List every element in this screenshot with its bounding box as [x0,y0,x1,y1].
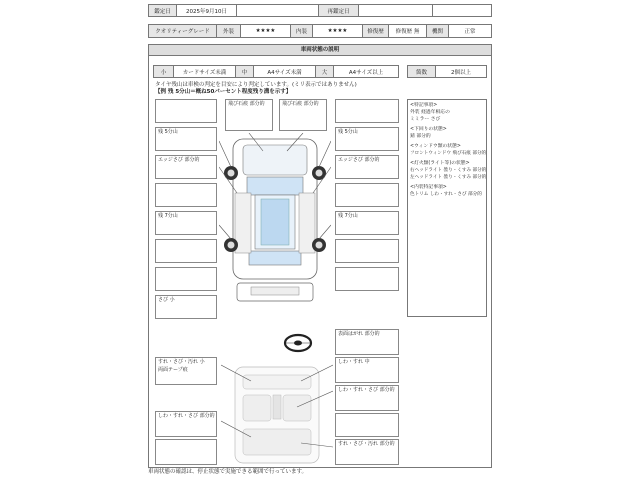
annotation-box-interior-right-1 [335,357,399,383]
annotation-box-empty [155,99,217,123]
exterior-stars: ★★★★ [241,25,291,37]
annotation-text: すれ・さび・汚れ 部分的 [338,441,395,447]
count-value: 2個以上 [451,69,471,76]
car-exterior-top-view [219,133,331,309]
tire-note-2: 【例 残 5分山＝概ね50パーセント程度残り溝を示す】 [155,89,292,95]
size-large-desc: A4サイズ以上 [348,69,384,76]
date-label: 鑑定日 [149,5,177,16]
annotation-text: エッジさび 部分的 [158,157,200,163]
annotation-text: 表面はがれ 部分的 [338,331,380,337]
special-notes-panel [407,99,487,317]
annotation-text: 残 5分山 [338,129,358,135]
annotation-box-chip-1 [225,99,273,131]
notes-line: 右ヘッドライト 曇り・くすみ 部分的 [410,168,487,173]
annotation-text: しわ・すれ 中 [338,359,370,365]
grade-label: クオリティーグレード [149,25,217,37]
notes-heading-windows: <ウィンドウ類の状態> [410,144,461,149]
annotation-box-interior-left-2 [155,411,217,437]
date-value: 2025年9月10日 [177,5,237,16]
notes-line: フロントウィンドウ 飛び石痕 部分的 [410,151,487,156]
annotation-box-interior-right-3 [335,439,399,465]
notes-line: ミミラー さび [410,117,441,122]
annotation-text: さび 小 [158,297,175,303]
annotation-box-tire-front-left [155,127,217,151]
annotation-text: エッジさび 部分的 [338,157,380,163]
annotation-box-edge-rust-right [335,155,399,179]
annotation-box-rust-small [155,295,217,319]
reappraisal-label: 再鑑定日 [319,5,359,16]
annotation-box-empty [155,439,217,465]
annotation-box-empty [155,183,217,207]
annotation-box-chip-2 [279,99,327,131]
vehicle-condition-frame [148,44,492,468]
annotation-box-empty [335,239,399,263]
annotation-box-tire-rear-right [335,211,399,235]
header-row-1 [148,4,492,17]
notes-line: 色トリム しわ・すれ・さび 部分的 [410,192,482,197]
annotation-text: 残 7分山 [158,213,178,219]
annotation-box-empty [335,99,399,123]
interior-stars: ★★★★ [313,25,363,37]
annotation-text: しわ・すれ・さび 部分的 [158,413,215,419]
annotation-text: 飛び石痕 部分的 [282,101,319,107]
notes-heading-special: <特記事項> [410,103,438,108]
repair-label: 修復歴 [363,25,389,37]
annotation-text: 残 7分山 [338,213,358,219]
annotation-text: 両面テープ痕 [158,367,188,373]
engine-label: 機関 [427,25,449,37]
notes-line: 錆 部分的 [410,134,431,139]
reappraisal-value [359,5,433,16]
interior-label: 内装 [291,25,313,37]
annotation-box-empty [335,413,399,437]
engine-value: 正常 [464,29,476,35]
car-interior-view [221,359,333,465]
size-small: 小 [154,66,174,77]
footer-note: 車両状態の確認は、停止状態で実施できる範囲で行っています。 [148,469,308,475]
steering-wheel-icon [283,333,313,353]
count-legend [407,65,487,78]
annotation-box-empty [155,267,217,291]
annotation-box-tire-front-right [335,127,399,151]
size-legend [153,65,399,78]
section-title: 車両状態の説明 [300,47,340,53]
annotation-box-empty [335,267,399,291]
repair-value: 修復歴 無 [389,25,427,37]
size-large: 大 [316,66,334,77]
tire-note-1: タイヤ残山は車検の判定を目安により判定しています。(ミリ表示ではありません) [155,82,357,88]
notes-line: 左ヘッドライト 曇り・くすみ 部分的 [410,175,487,180]
annotation-text: すれ・さび・汚れ 小 [158,359,205,365]
annotation-box-empty [335,183,399,207]
notes-heading-lights: <灯火類(ライト等)の状態> [410,161,470,166]
exterior-label: 外装 [217,25,241,37]
annotation-box-empty [155,239,217,263]
annotation-box-edge-rust-left [155,155,217,179]
count-label: 箇数 [408,66,436,77]
header-row-2 [148,24,492,38]
annotation-text: 残 5分山 [158,129,178,135]
notes-heading-interior: <内装特記事項> [410,185,447,190]
size-medium: 中 [236,66,254,77]
size-small-desc: カードサイズ未満 [174,66,236,77]
annotation-text: 飛び石痕 部分的 [228,101,265,107]
annotation-text: しわ・すれ・さび 部分的 [338,387,395,393]
date-spacer [237,5,319,16]
annotation-box-interior-right-2 [335,385,399,411]
notes-line: 外装 経過年相応の [410,110,450,115]
size-medium-desc: A4サイズ未満 [254,66,316,77]
annotation-box-tire-rear-left [155,211,217,235]
annotation-box-surface-peel [335,329,399,355]
annotation-box-interior-left-1 [155,357,217,385]
notes-heading-underbody: <下回りの状態> [410,127,447,132]
